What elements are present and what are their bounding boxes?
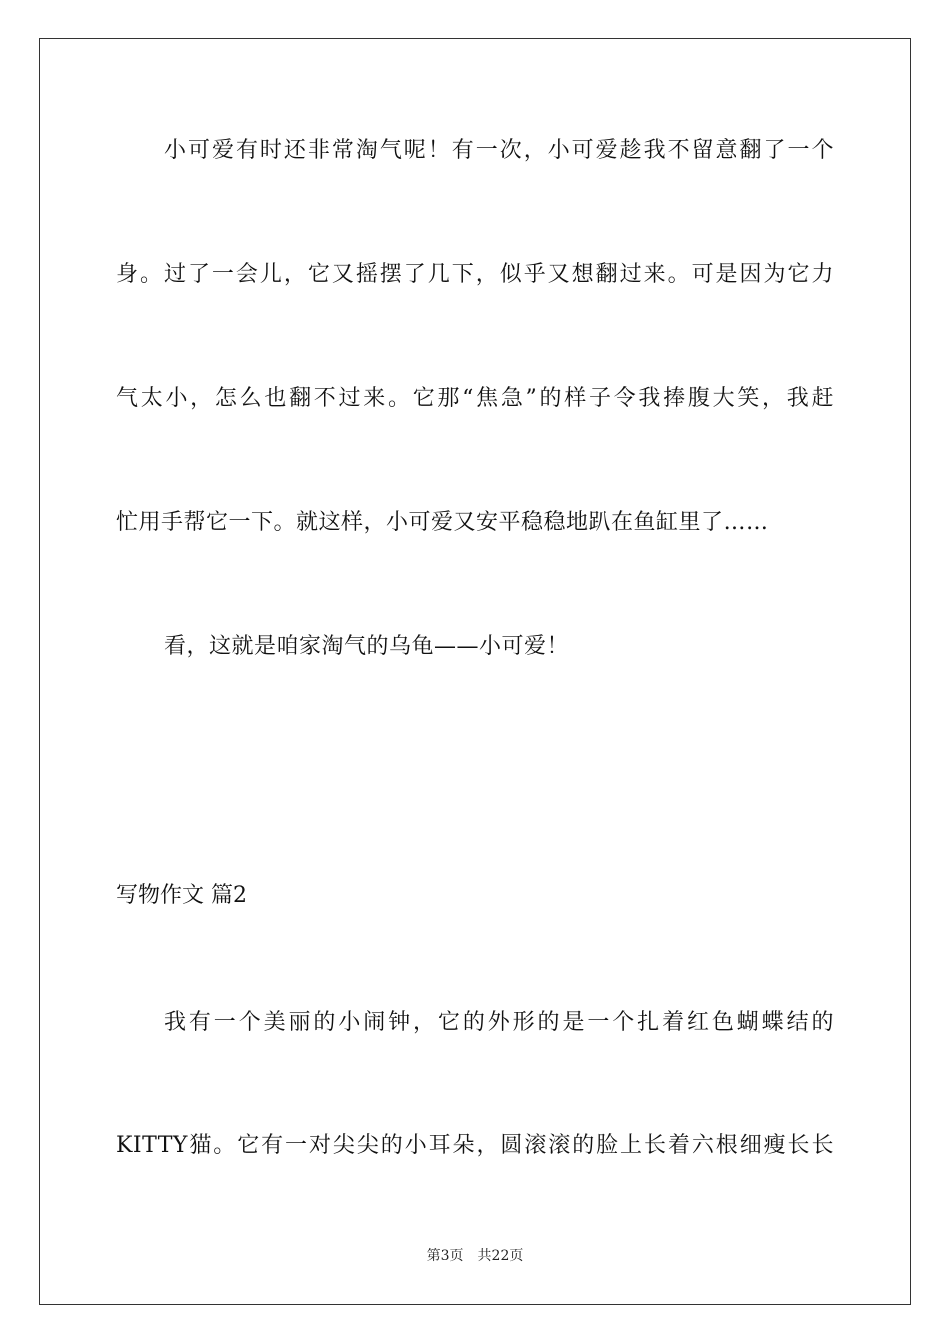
page-footer [0, 1246, 950, 1266]
paragraph-1-line-1: 小可爱有时还非常淘气呢！有一次，小可爱趁我不留意翻了一个 [164, 138, 834, 163]
paragraph-1-line-4: 忙用手帮它一下。就这样，小可爱又安平稳稳地趴在鱼缸里了…… [116, 510, 769, 535]
paragraph-1-line-2: 身。过了一会儿，它又摇摆了几下，似乎又想翻过来。可是因为它力 [116, 262, 834, 287]
page-total: 共22页 [477, 1248, 524, 1264]
paragraph-2-line-1: 看，这就是咱家淘气的乌龟——小可爱！ [164, 634, 570, 659]
section-heading: 写物作文 篇2 [116, 883, 247, 908]
page-number: 第3页 [426, 1248, 464, 1264]
paragraph-3-line-2: KITTY猫。它有一对尖尖的小耳朵，圆滚滚的脸上长着六根细瘦长长 [116, 1133, 834, 1158]
paragraph-3-line-1: 我有一个美丽的小闹钟，它的外形的是一个扎着红色蝴蝶结的 [164, 1010, 834, 1035]
page-border [39, 38, 911, 1305]
paragraph-1-line-3: 气太小，怎么也翻不过来。它那“焦急”的样子令我捧腹大笑，我赶 [116, 386, 834, 411]
